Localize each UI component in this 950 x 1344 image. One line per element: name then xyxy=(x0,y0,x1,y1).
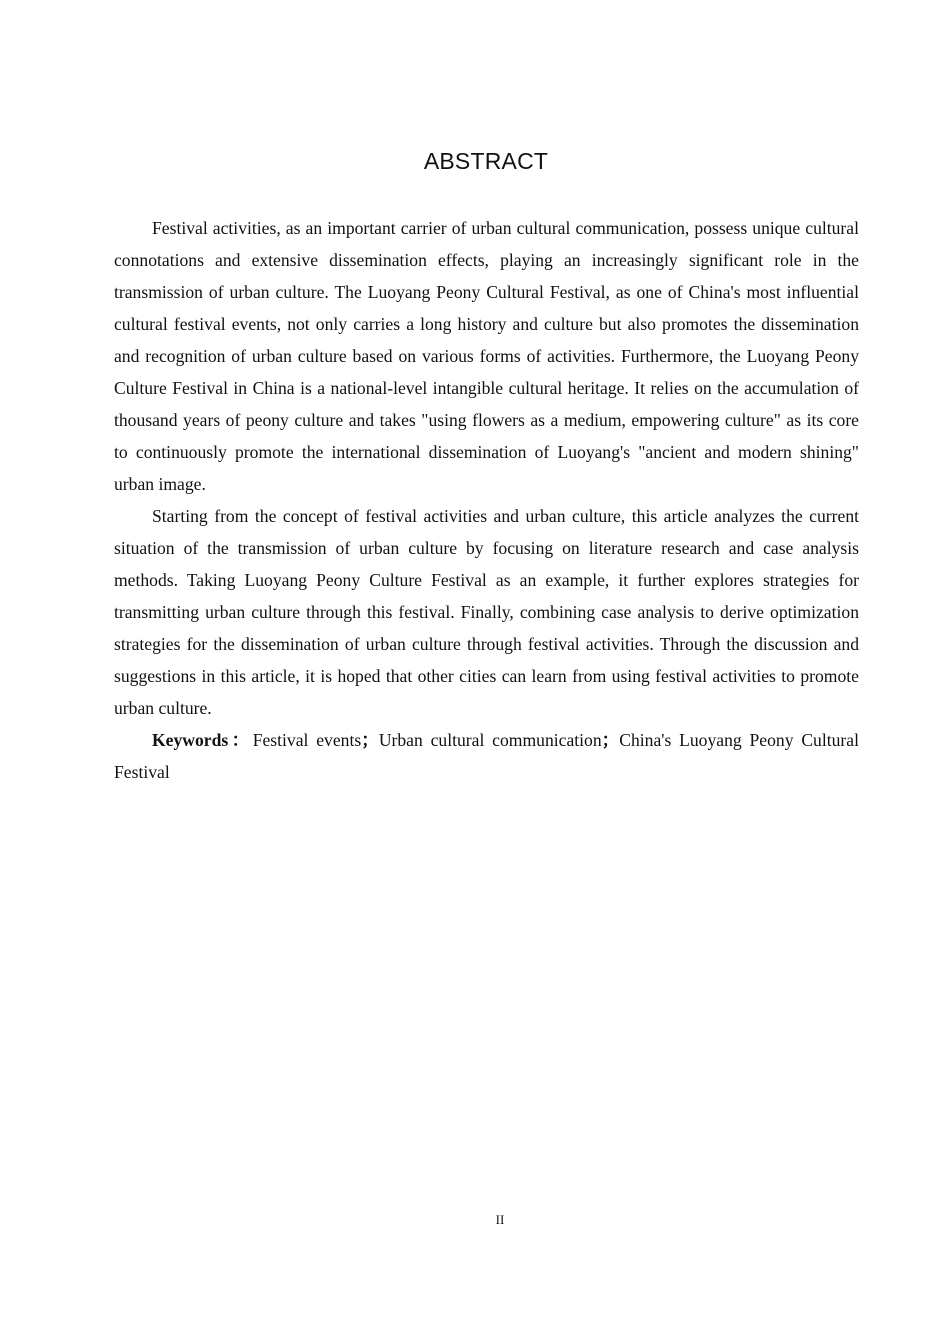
keyword-separator: ； xyxy=(601,730,620,750)
keyword-item: Urban cultural communication xyxy=(378,730,602,750)
abstract-paragraph-2: Starting from the concept of festival activities and urban culture, this article analyzes the current situation of the transmission of urban culture by focusing on literature research and case analysis methods. Taking Luoyang Peony Culture Festival as an example, it further explores strategies for transmitting urban culture through this festival. Finally, combining case analysis to derive optimization strategies for the dissemination of urban culture through festival activities. Through the discussion and suggestions in this article, it is hoped that other cities can learn from using festival activities to promote urban culture. xyxy=(114,506,859,718)
keywords-line xyxy=(114,724,859,788)
keyword-item: Festival events xyxy=(252,730,362,750)
abstract-body xyxy=(114,212,859,788)
abstract-paragraph-1: Festival activities, as an important carrier of urban cultural communication, possess unique cultural connotations and extensive dissemination effects, playing an increasingly significant role in the transmission of urban culture. The Luoyang Peony Cultural Festival, as one of China's most influential cultural festival events, not only carries a long history and culture but also promotes the dissemination and recognition of urban culture based on various forms of activities. Furthermore, the Luoyang Peony Culture Festival in China is a national-level intangible cultural heritage. It relies on the accumulation of thousand years of peony culture and takes "using flowers as a medium, empowering culture" as its core to continuously promote the international dissemination of Luoyang's "ancient and modern shining" urban image. xyxy=(114,218,859,494)
keywords-colon: ： xyxy=(228,730,253,750)
page-number: II xyxy=(495,1212,505,1227)
keywords-label: Keywords xyxy=(152,730,229,750)
abstract-heading: ABSTRACT xyxy=(423,148,549,174)
keyword-item: China's Luoyang Peony Cultural Festival xyxy=(114,730,859,782)
keyword-separator: ； xyxy=(361,730,379,750)
